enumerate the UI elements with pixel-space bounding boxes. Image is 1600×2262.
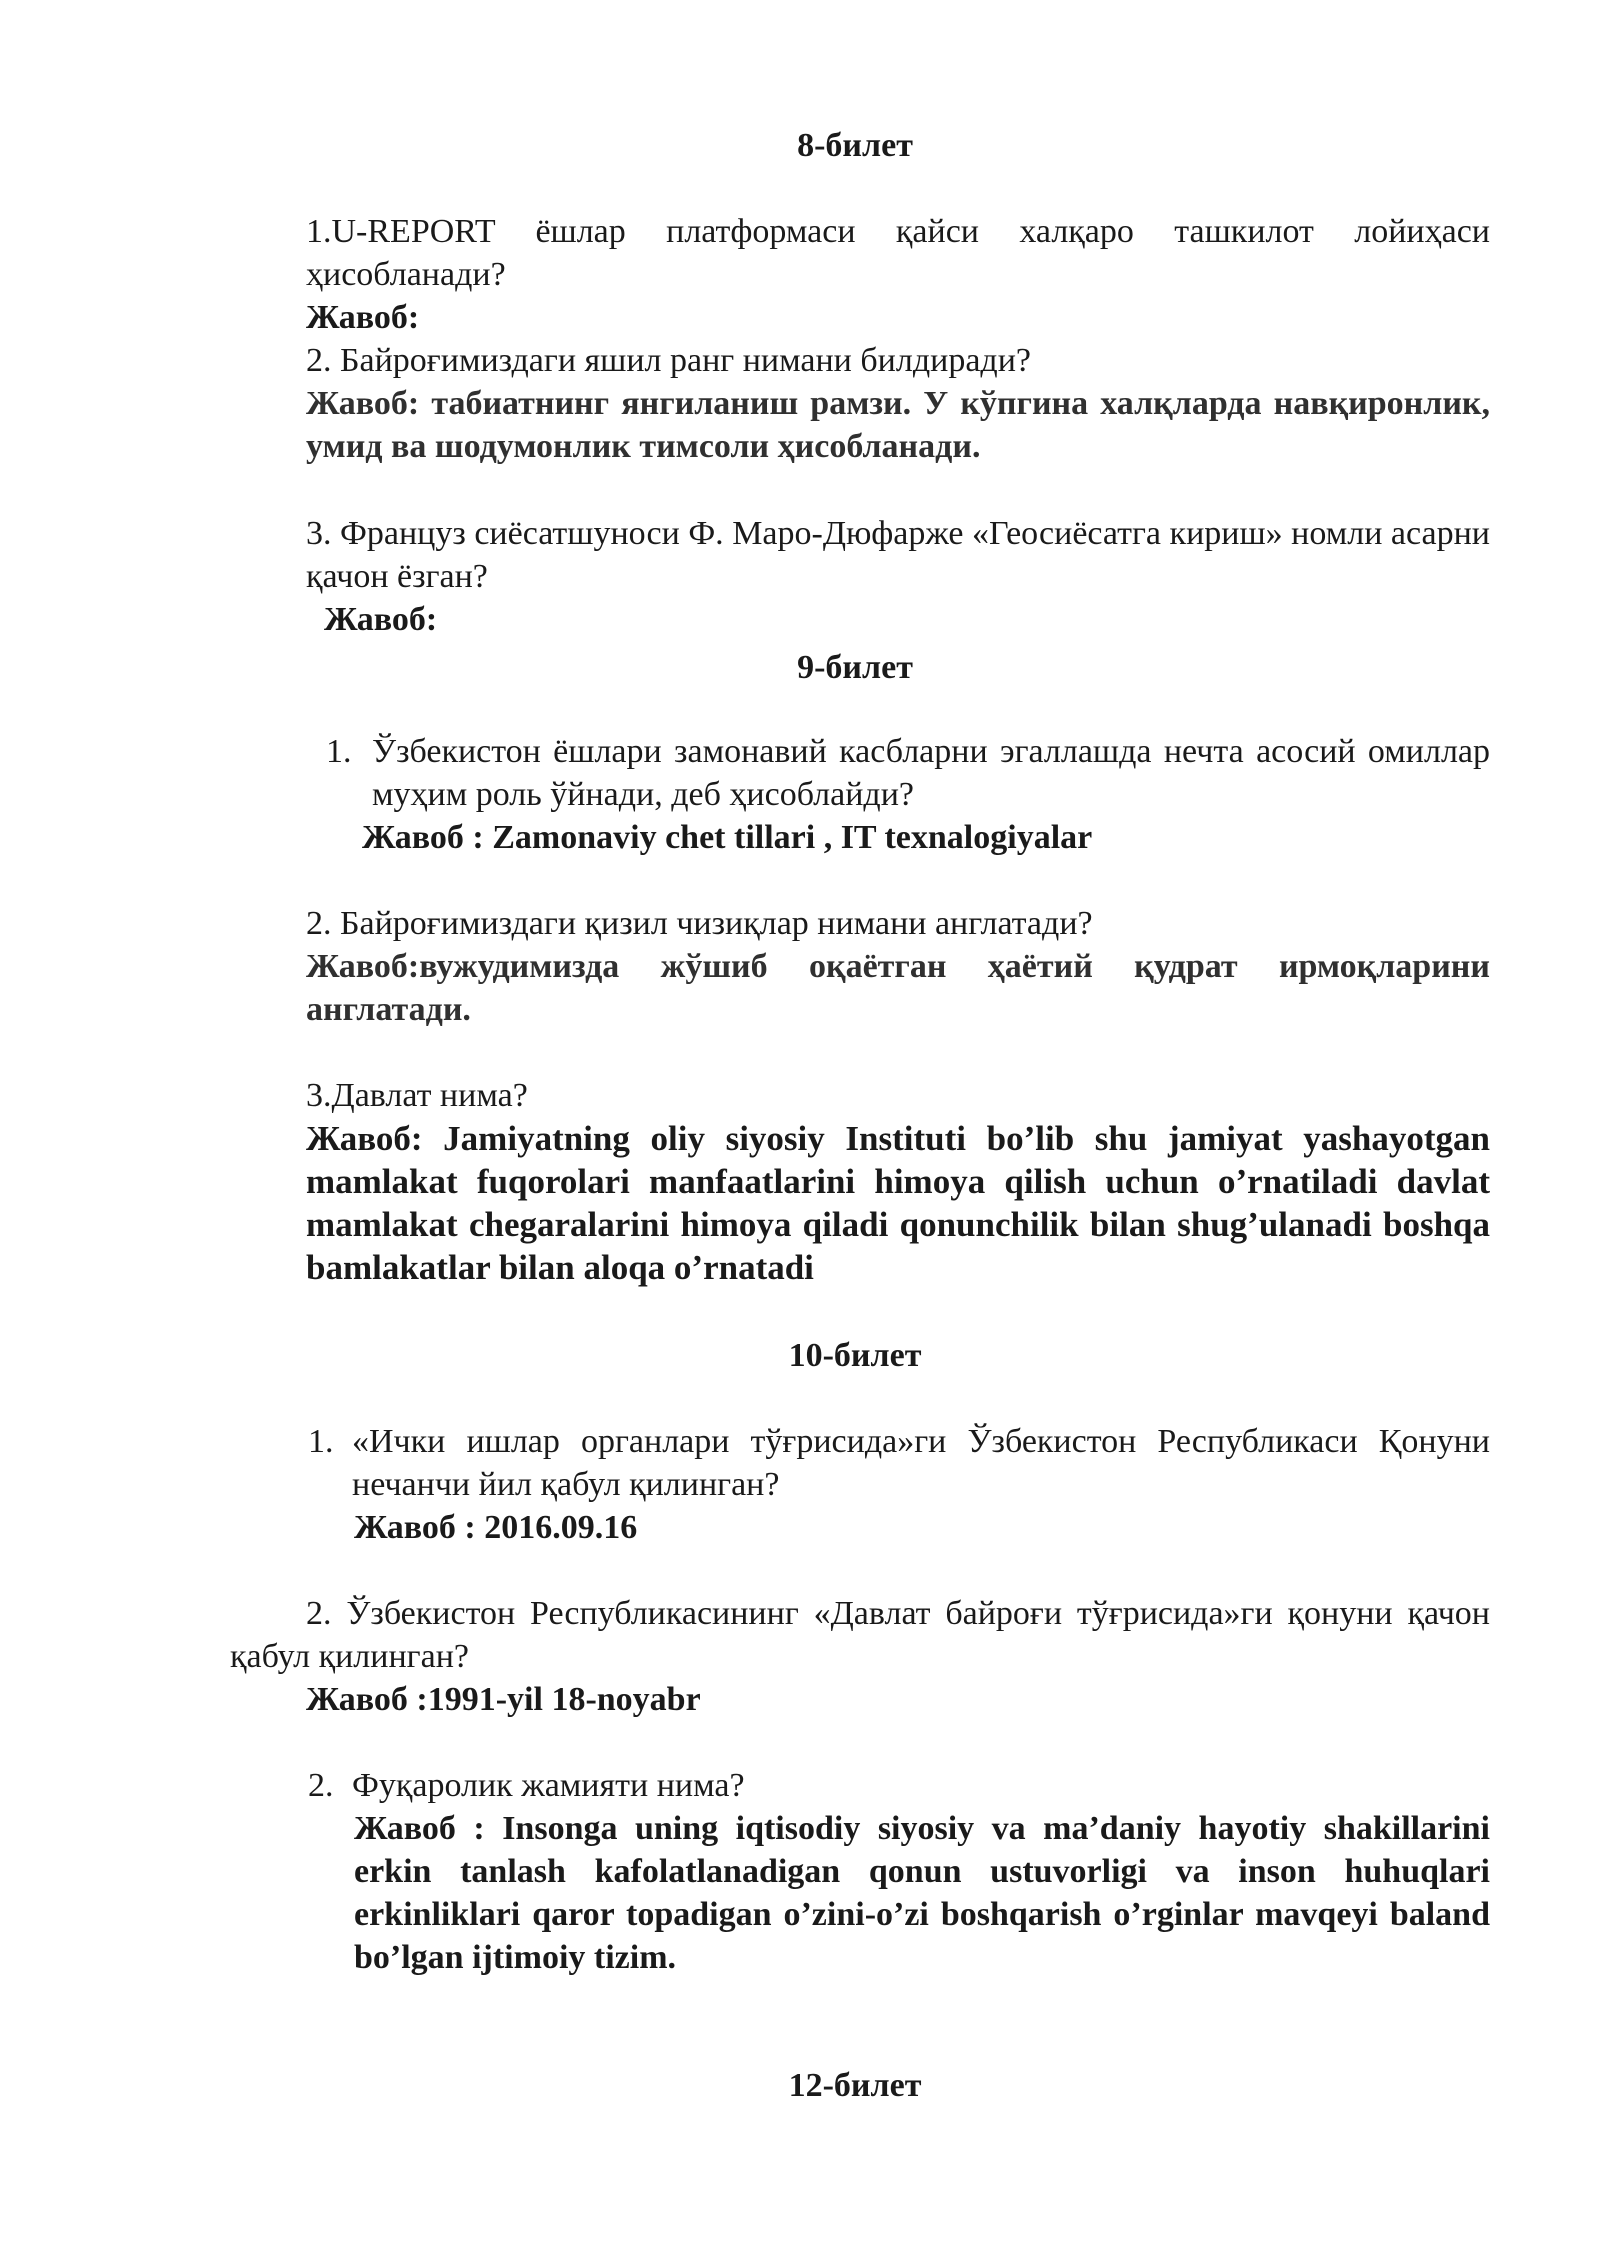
answer: Жавоб: (324, 601, 438, 638)
question: 3. Француз сиёсатшуноси Ф. Маро-Дюфарже «Геосиёсатга кириш» номли асарни қачон ёзган? (306, 515, 1490, 595)
ticket-title: 12-билет (788, 2067, 922, 2104)
question: 3.Давлат нима? (306, 1077, 528, 1114)
ticket-title: 9-билет (797, 649, 913, 686)
answer: Жавоб :1991-yil 18-noyabr (306, 1681, 701, 1718)
answer: Жавоб : Insonga uning iqtisodiy siyosiy va ma’daniy hayotiy shakillarini erkin tanlash kafolatlanadigan qonun ustuvorligi va inson huhuqlari erkinliklari qaror topadigan o’zini-o’zi boshqarish o’rginlar mavqeyi baland bo’lgan ijtimoiy tizim. (354, 1810, 1490, 1976)
answer: Жавоб : 2016.09.16 (354, 1509, 638, 1546)
question: Фуқаролик жамияти нима? (352, 1767, 745, 1804)
question-number: 1. (326, 733, 352, 770)
question: 2. Ўзбекистон Республикасининг «Давлат байроғи тўғрисида»ги қонуни қачон қабул қилинган? (230, 1595, 1490, 1675)
numbered-question (308, 1420, 1490, 1506)
ticket-title: 8-билет (797, 127, 913, 164)
question-number: 1. (308, 1423, 334, 1460)
question: Ўзбекистон ёшлари замонавий касбларни эгаллашда нечта асосий омиллар муҳим роль ўйнади, деб ҳисоблайди? (372, 733, 1490, 813)
question: 1.U-REPORT ёшлар платформаси қайси халқаро ташкилот лойиҳаси ҳисобланади? (306, 213, 1490, 293)
question-number: 2. (308, 1767, 334, 1804)
numbered-question (326, 730, 1490, 816)
answer: Жавоб: Jamiyatning oliy siyosiy Instituti bo’lib shu jamiyat yashayotgan mamlakat fuqorolari manfaatlarini himoya qilish uchun o’rnatiladi davlat mamlakat chegaralarini himoya qiladi qonunchilik bilan shug’ulanadi boshqa bamlakatlar bilan aloqa o’rnatadi (306, 1119, 1490, 1287)
answer: Жавоб: табиатнинг янгиланиш рамзи. У кўпгина халқларда навқиронлик, умид ва шодумонлик тимсоли ҳисобланади. (306, 385, 1490, 465)
answer: Жавоб: (306, 299, 420, 336)
ticket-title: 10-билет (788, 1337, 922, 1374)
question: 2. Байроғимиздаги яшил ранг нимани билдиради? (306, 342, 1032, 379)
question: «Ички ишлар органлари тўғрисида»ги Ўзбекистон Республикаси Қонуни нечанчи йил қабул қилинган? (352, 1423, 1490, 1503)
question: 2. Байроғимиздаги қизил чизиқлар нимани англатади? (306, 905, 1093, 942)
numbered-question (308, 1764, 1490, 1807)
answer: Жавоб:вужудимизда жўшиб оқаётган ҳаётий қудрат ирмоқларини англатади. (306, 948, 1490, 1028)
answer: Жавоб : Zamonaviy chet tillari , IT texnalogiyalar (362, 819, 1093, 856)
